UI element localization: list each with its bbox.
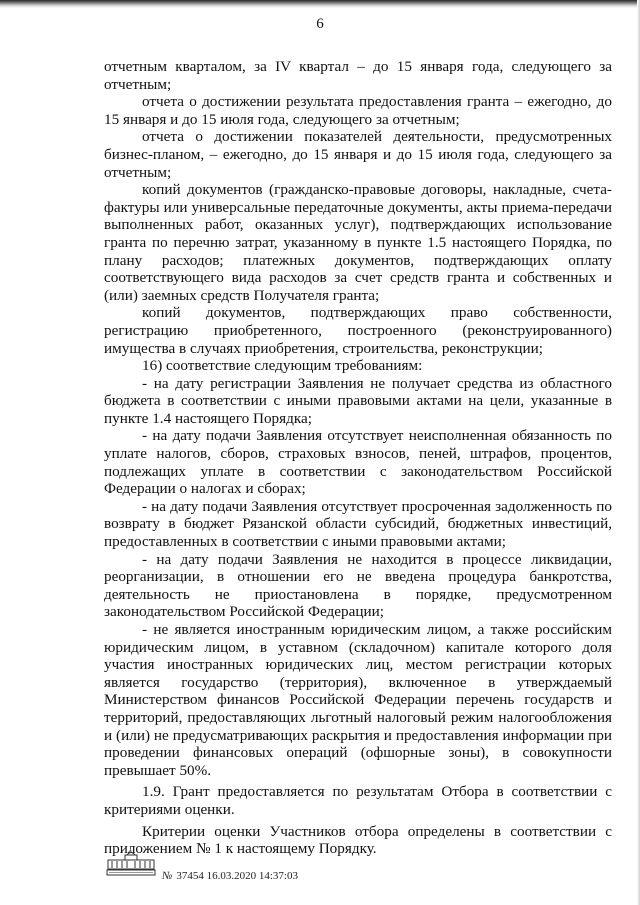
paragraph-7: - на дату регистрации Заявления не получает средства из областного бюджета в соответствии с иными правовыми актами на цели, указанные в пункте 1.4 настоящего Порядка; [104,374,612,427]
paragraph-9: - на дату подачи Заявления отсутствует просроченная задолженность по возврату в бюджет Рязанской области субсидий, бюджетных инвестиций, предоставленных в соответствии с иными правовыми актами; [104,497,612,551]
paragraph-1: отчетным кварталом, за IV квартал – до 15 января года, следующего за отчетным; [104,58,612,93]
paragraph-12: 1.9. Грант предоставляется по результатам Отбора в соответствии с критериями оценки. [104,783,612,818]
paragraph-5: копий документов, подтверждающих право собственности, регистрацию приобретенного, построенного (реконструированного) имущества в случаях приобретения, строительства, реконструкции; [104,304,612,357]
government-building-stamp-icon [106,850,156,876]
document-registration-stamp [162,870,298,882]
paragraph-11: - не является иностранным юридическим лицом, а также российским юридическим лицом, в уставном (складочном) капитале которого доля участия иностранных юридических лиц, местом регистрации которых является государство (территория), включенное в утверждаемый Министерством финансов Российской Федерации перечень государств и территорий, предоставляющих льготный налоговый режим налогообложения и (или) не предусматривающих раскрытия и предоставления информации при проведении финансовых операций (офшорные зоны), в совокупности превышает 50%. [104,621,612,779]
paragraph-4: копий документов (гражданско-правовые договоры, накладные, счета-фактуры или универсальные передаточные документы, акты приема-передачи выполненных работ, оказанных услуг), подтверждающих использование гранта по перечню затрат, указанному в пункте 1.5 настоящего Порядка, по плану расходов; платежных документов, подтверждающих оплату соответствующего вида расходов за счет средств гранта и собственных и (или) заемных средств Получателя гранта; [104,181,612,304]
paragraph-10: - на дату подачи Заявления не находится в процессе ликвидации, реорганизации, в отношении его не введена процедура банкротства, деятельность не приостановлена в порядке, предусмотренном законодательством Российской Федерации; [104,550,612,621]
registration-id: 37454 16.03.2020 14:37:03 [176,870,298,882]
document-body [104,58,612,858]
number-sign: № [162,870,173,882]
paragraph-2: отчета о достижении результата предоставления гранта – ежегодно, до 15 января и до 15 июля года, следующего за отчетным; [104,93,612,128]
scan-shadow-top [0,0,640,8]
paragraph-3: отчета о достижении показателей деятельности, предусмотренных бизнес-планом, – ежегодно, до 15 января и до 15 июля года, следующего за отчетным; [104,128,612,181]
paragraph-8: - на дату подачи Заявления отсутствует неисполненная обязанность по уплате налогов, сборов, страховых взносов, пеней, штрафов, процентов, подлежащих уплате в соответствии с законодательством Российской Федерации о налогах и сборах; [104,427,612,498]
page-number: 6 [316,16,324,32]
paragraph-6: 16) соответствие следующим требованиям: [142,357,423,375]
paragraph-13: Критерии оценки Участников отбора определены в соответствии с приложением № 1 к настоящему Порядку. [104,822,612,858]
